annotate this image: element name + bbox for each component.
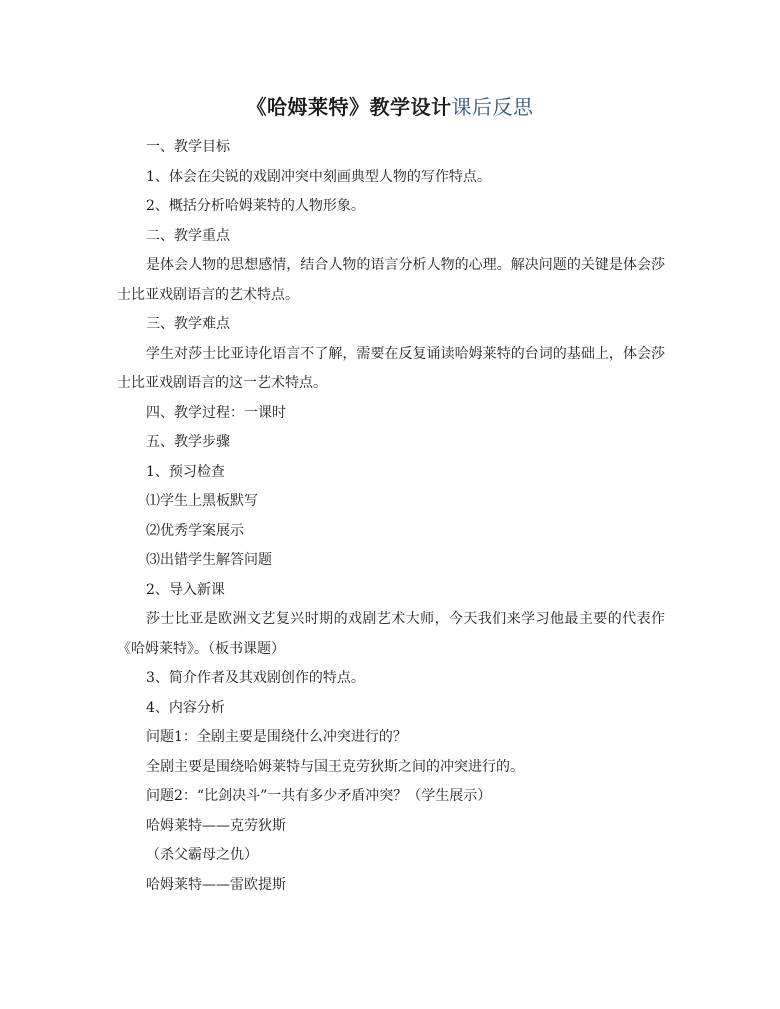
paragraph: 全剧主要是围绕哈姆莱特与国王克劳狄斯之间的冲突进行的。: [146, 758, 524, 775]
paragraph: 哈姆莱特——雷欧提斯: [146, 876, 286, 893]
paragraph: 二、教学重点: [146, 227, 230, 244]
paragraph: 问题1：全剧主要是围绕什么冲突进行的？: [146, 729, 407, 745]
title-main: 《哈姆莱特》教学设计: [246, 95, 452, 119]
paragraph: ⑴学生上黑板默写: [146, 493, 258, 509]
paragraph: 是体会人物的思想感情，结合人物的语言分析人物的心理。解决问题的关键是体会莎士比亚戏剧语言的艺术特点。: [117, 257, 665, 303]
paragraph: 4、内容分析: [146, 699, 225, 716]
paragraph: 学生对莎士比亚诗化语言不了解，需要在反复诵读哈姆莱特的台词的基础上，体会莎士比亚戏剧语言的这一艺术特点。: [117, 345, 665, 391]
paragraph: 3、简介作者及其戏剧创作的特点。: [146, 670, 365, 686]
paragraph: 一、教学目标: [146, 139, 230, 155]
paragraph: （杀父霸母之仇）: [146, 847, 258, 863]
paragraph: 1、预习检查: [146, 463, 225, 480]
paragraph: 四、教学过程：一课时: [146, 404, 286, 421]
paragraph: 五、教学步骤: [146, 434, 230, 450]
paragraph: 莎士比亚是欧洲文艺复兴时期的戏剧艺术大师，今天我们来学习他最主要的代表作《哈姆莱特》。（板书课题）: [117, 611, 665, 657]
paragraph: 问题2：“比剑决斗”一共有多少矛盾冲突？（学生展示）: [146, 788, 492, 804]
title-suffix: 课后反思: [451, 95, 534, 119]
paragraph: ⑶出错学生解答问题: [146, 552, 272, 568]
paragraph: 三、教学难点: [146, 316, 230, 332]
paragraph: 哈姆莱特——克劳狄斯: [146, 817, 286, 834]
document-body: [117, 133, 665, 900]
paragraph: 2、导入新课: [146, 581, 225, 598]
paragraph: 1、体会在尖锐的戏剧冲突中刻画典型人物的写作特点。: [146, 168, 491, 185]
paragraph: ⑵优秀学案展示: [146, 522, 244, 539]
document-title: [0, 92, 780, 122]
paragraph: 2、概括分析哈姆莱特的人物形象。: [146, 198, 365, 214]
